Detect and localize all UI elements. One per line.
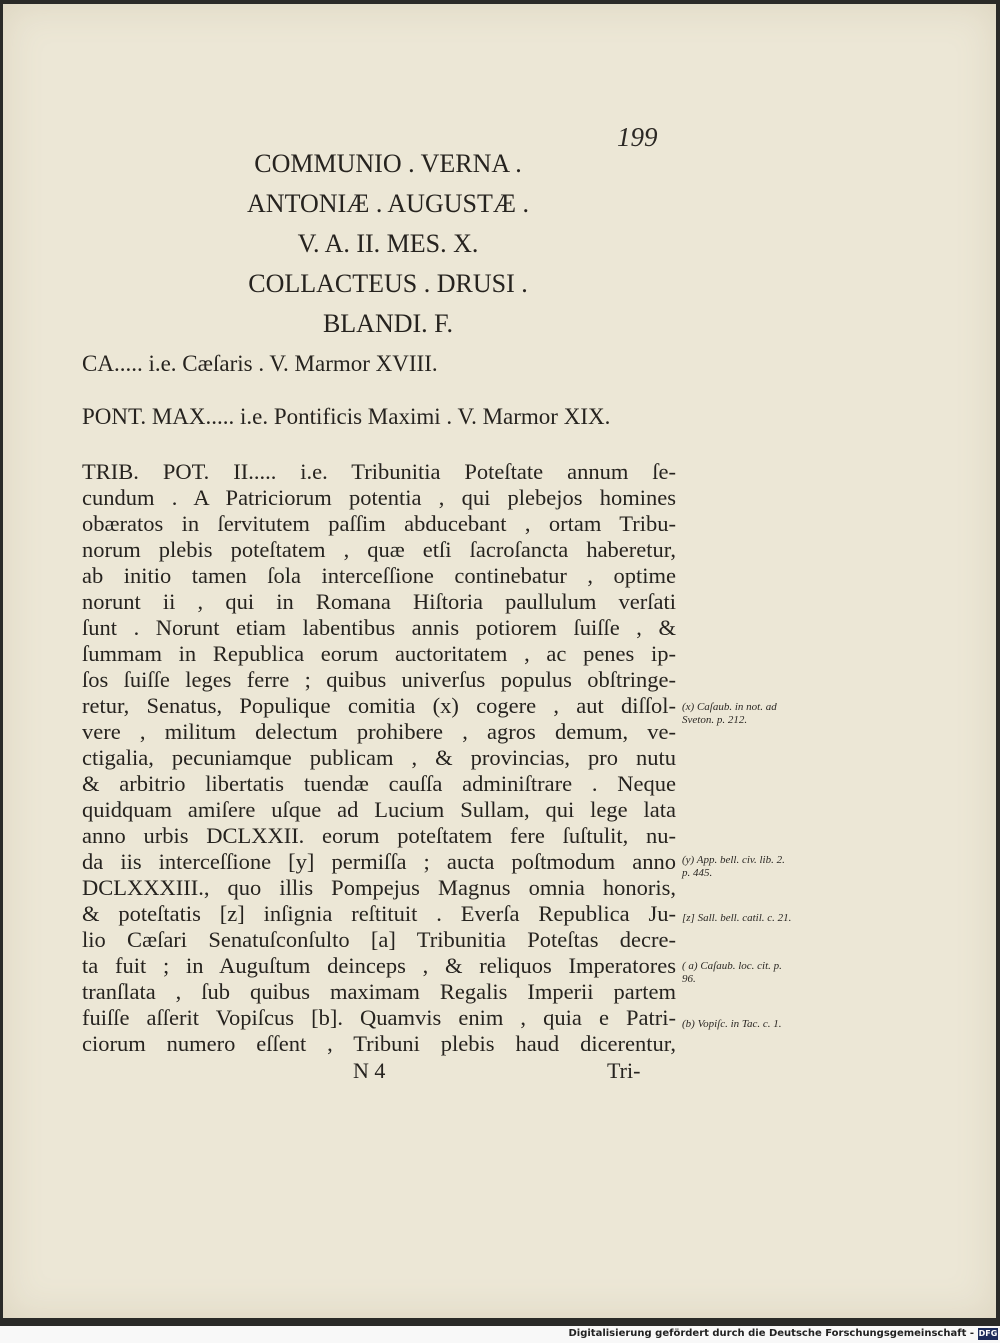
entry-pont-max: PONT. MAX..... i.e. Pontificis Maximi . V. Marmor XIX. <box>82 404 611 429</box>
catchword: Tri- <box>607 1058 641 1083</box>
entry-ca: CA..... i.e. Cæſaris . V. Marmor XVIII. <box>82 351 438 376</box>
body-line: ſunt . Norunt etiam labentibus annis potiorem ſuiſſe , & <box>82 615 676 640</box>
inscription-line: COMMUNIO . VERNA . <box>254 149 522 178</box>
inscription-line: ANTONIÆ . AUGUSTÆ . <box>247 189 529 218</box>
body-line: obæratos in ſervitutem paſſim abducebant , ortam Tribu- <box>82 511 676 536</box>
body-line: ſummam in Republica eorum auctoritatem , ac penes ip- <box>82 641 676 666</box>
body-line: retur, Senatus, Populique comitia (x) cogere , aut diſſol- <box>82 693 676 718</box>
body-line: ab initio tamen ſola interceſſione continebatur , optime <box>82 563 676 588</box>
marginal-note: (y) App. bell. civ. lib. 2. p. 445. <box>682 854 785 879</box>
body-line: tranſlata , ſub quibus maximam Regalis Imperii partem <box>82 979 676 1004</box>
marginal-note: ( a) Caſaub. loc. cit. p. 96. <box>682 960 782 985</box>
document-page <box>3 4 996 1318</box>
body-line: ſos ſuiſſe leges ferre ; quibus univerſus populus obſtringe- <box>82 667 676 692</box>
body-line: norunt ii , qui in Romana Hiſtoria paullulum verſati <box>82 589 676 614</box>
body-line: & poteſtatis [z] inſignia reſtituit . Everſa Republica Ju- <box>82 901 676 926</box>
body-line: lio Cæſari Senatuſconſulto [a] Tribunitia Poteſtas decre- <box>82 927 676 952</box>
body-line: TRIB. POT. II..... i.e. Tribunitia Poteſtate annum ſe- <box>82 459 676 484</box>
signature-mark: N 4 <box>353 1058 386 1083</box>
body-line: ciorum numero eſſent , Tribuni plebis haud dicerentur, <box>82 1031 676 1056</box>
body-line: da iis interceſſione [y] permiſſa ; aucta poſtmodum anno <box>82 849 676 874</box>
body-line: DCLXXXIII., quo illis Pompejus Magnus omnia honoris, <box>82 875 676 900</box>
dfg-logo-icon: DFG <box>978 1329 998 1338</box>
body-line: quidquam amiſere uſque ad Lucium Sullam, qui lege lata <box>82 797 676 822</box>
body-line: & arbitrio libertatis tuendæ cauſſa adminiſtrare . Neque <box>82 771 676 796</box>
marginal-note: (x) Caſaub. in not. ad Sveton. p. 212. <box>682 701 777 726</box>
body-line: ta fuit ; in Auguſtum deinceps , & reliquos Imperatores <box>82 953 676 978</box>
body-line: vere , militum delectum prohibere , agros demum, ve- <box>82 719 676 744</box>
inscription-line: V. A. II. MES. X. <box>297 229 479 258</box>
funding-credit: Digitalisierung gefördert durch die Deutsche Forschungsgemeinschaft - <box>568 1328 974 1339</box>
inscription-line: COLLACTEUS . DRUSI . <box>248 269 528 298</box>
body-line: norum plebis poteſtatem , quæ etſi ſacroſancta haberetur, <box>82 537 676 562</box>
body-line: anno urbis DCLXXII. eorum poteſtatem fere ſuſtulit, nu- <box>82 823 676 848</box>
body-line: cundum . A Patriciorum potentia , qui plebejos homines <box>82 485 676 510</box>
inscription-line: BLANDI. F. <box>322 309 454 338</box>
marginal-note: [z] Sall. bell. catil. c. 21. <box>682 912 792 924</box>
marginal-note: (b) Vopiſc. in Tac. c. 1. <box>682 1018 782 1030</box>
body-line: fuiſſe aſſerit Vopiſcus [b]. Quamvis enim , quia e Patri- <box>82 1005 676 1030</box>
body-line: ctigalia, pecuniamque publicam , & provincias, pro nutu <box>82 745 676 770</box>
inscription <box>203 144 573 344</box>
page-number: 199 <box>617 122 658 152</box>
